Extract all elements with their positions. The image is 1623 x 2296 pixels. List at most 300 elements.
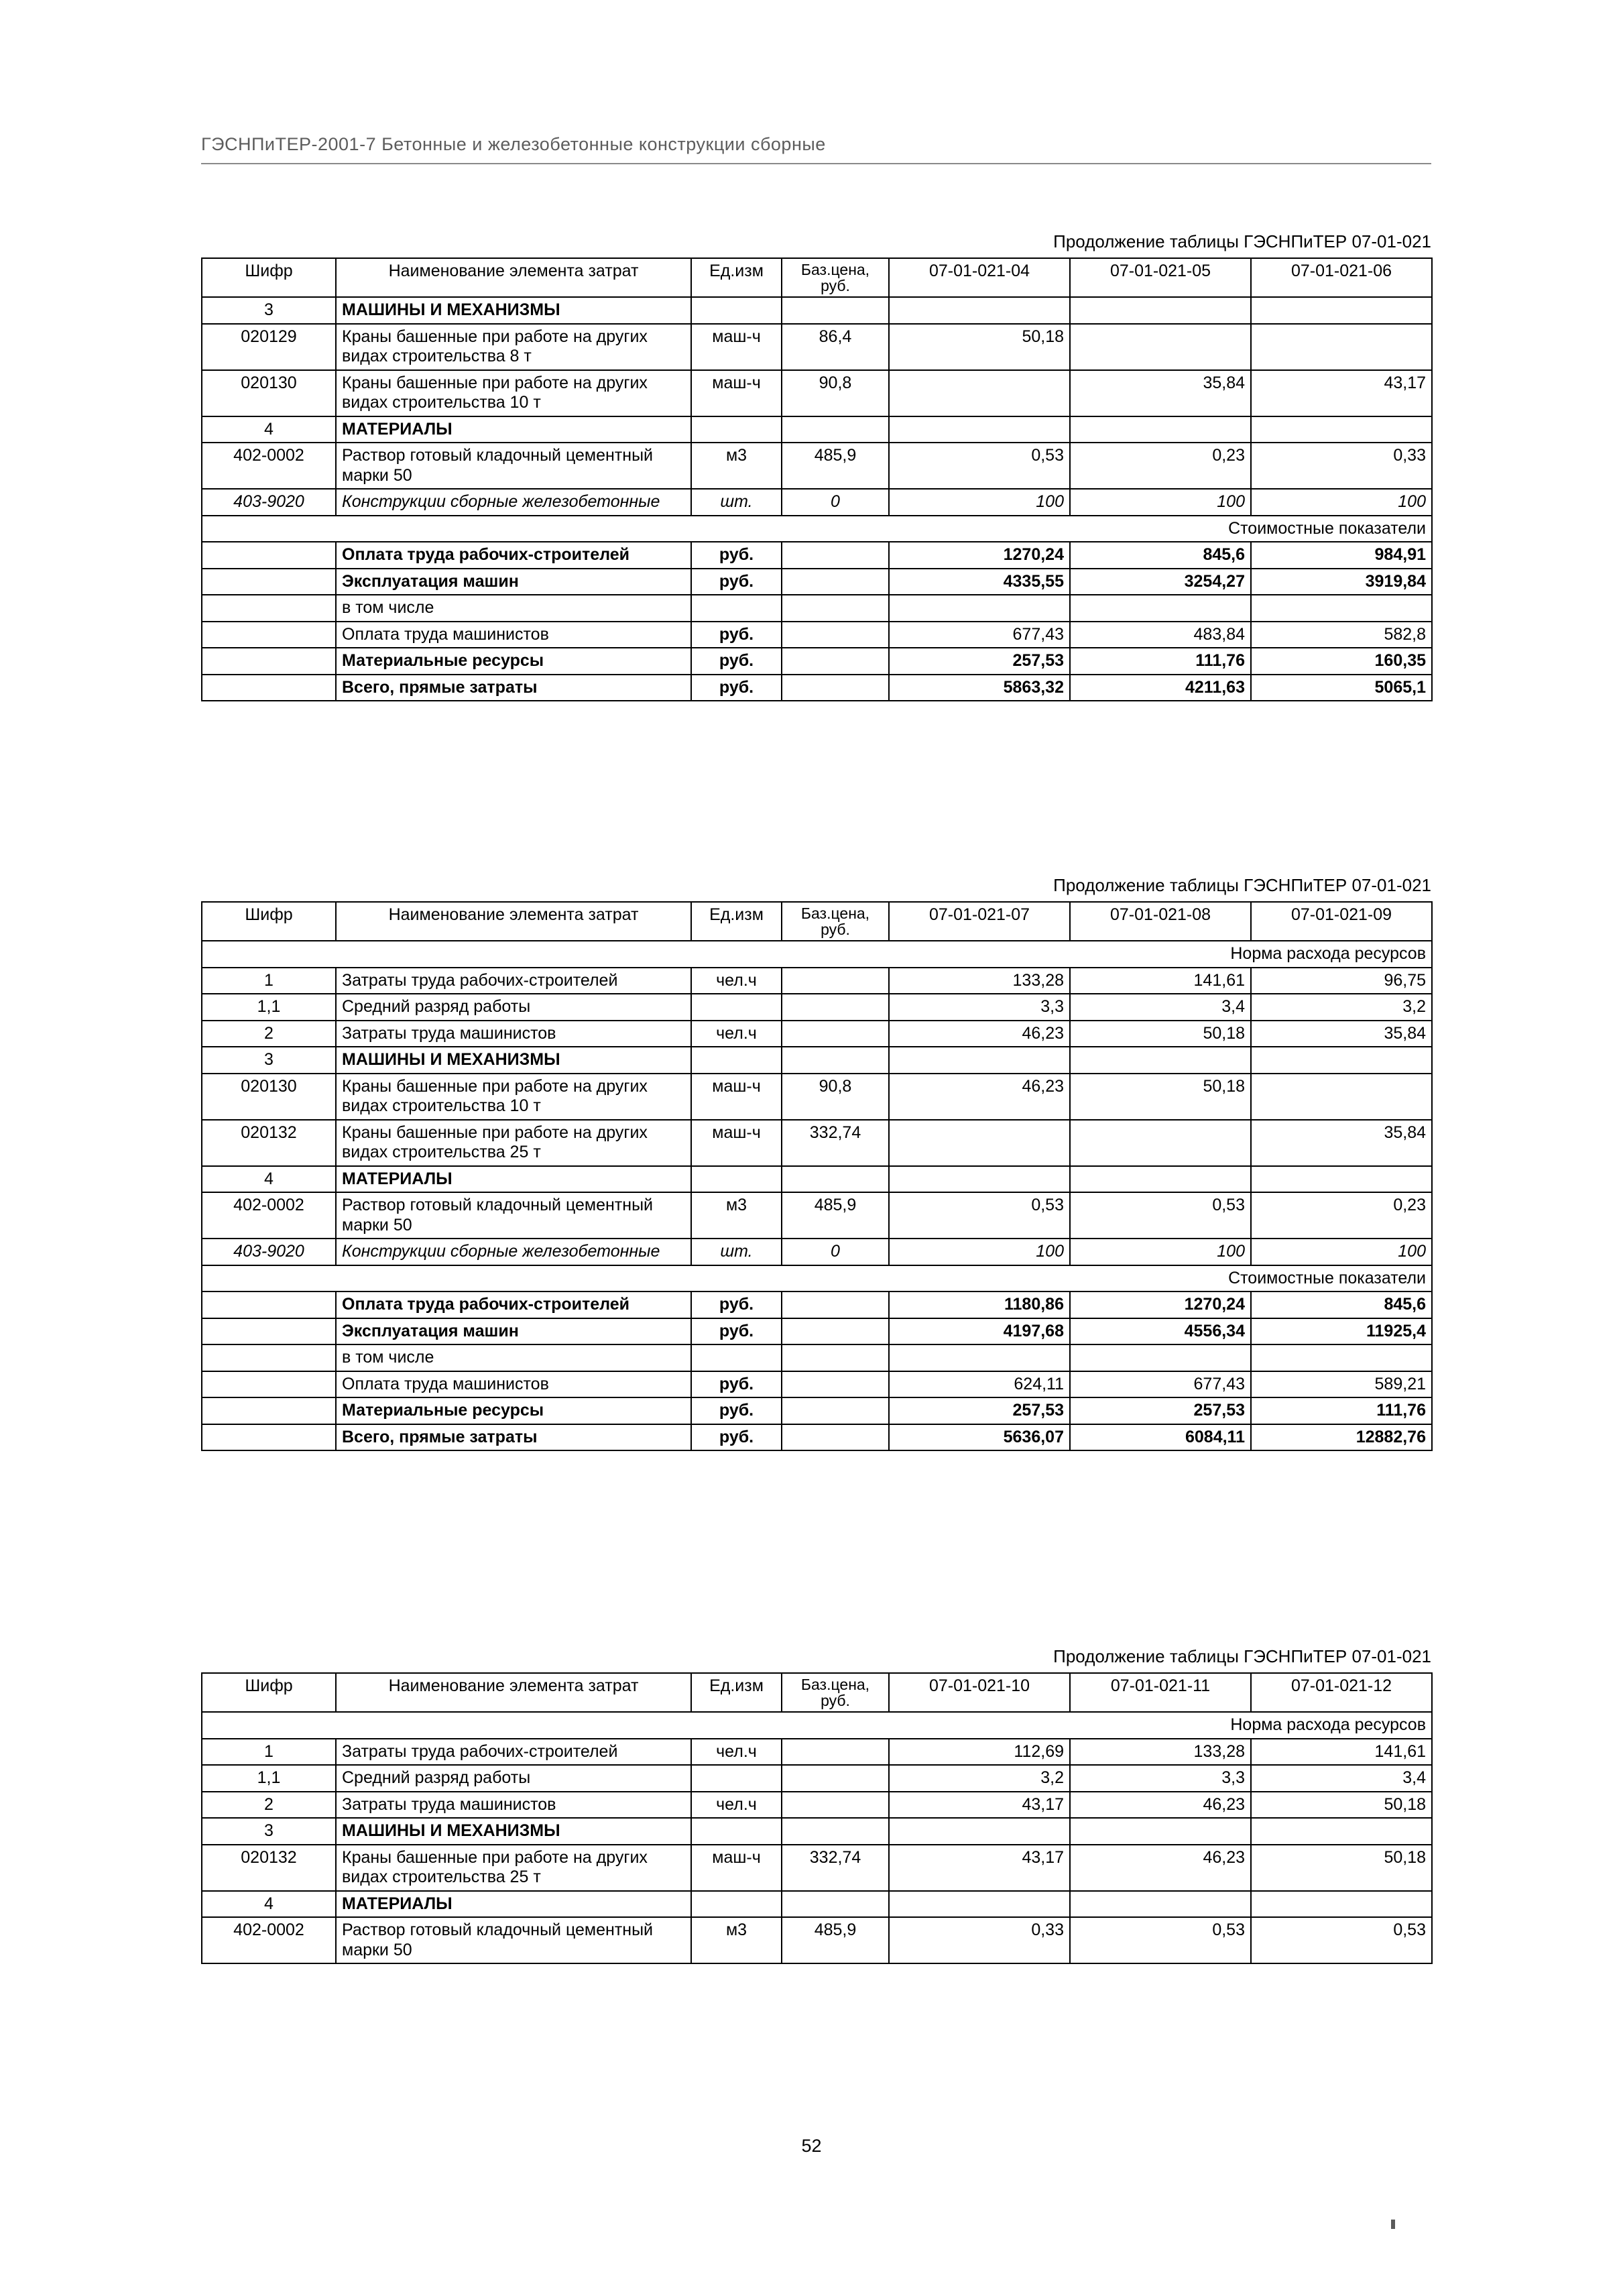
table-block-2 — [201, 875, 1431, 1451]
cell-value-2 — [1070, 324, 1251, 370]
cell-value-1: 1270,24 — [889, 542, 1070, 569]
cell-shifr: 2 — [202, 1792, 336, 1819]
cell-shifr — [202, 1371, 336, 1398]
cell-value-2: 100 — [1070, 489, 1251, 516]
cell-shifr: 020129 — [202, 324, 336, 370]
cell-unit: маш-ч — [691, 1845, 782, 1891]
section-band-stoimostnye — [202, 1265, 1432, 1292]
table-row — [202, 569, 1432, 595]
cell-value-1: 43,17 — [889, 1792, 1070, 1819]
cell-price: 0 — [782, 489, 889, 516]
cell-name: МАТЕРИАЛЫ — [336, 1166, 691, 1193]
table-row — [202, 1371, 1432, 1398]
cell-shifr: 1,1 — [202, 994, 336, 1021]
cell-value-1: 112,69 — [889, 1739, 1070, 1766]
cell-value-3: 96,75 — [1251, 968, 1432, 994]
cell-value-2 — [1070, 1344, 1251, 1371]
cell-name: Оплата труда машинистов — [336, 622, 691, 648]
cell-price: 86,4 — [782, 324, 889, 370]
table-row — [202, 297, 1432, 324]
col-header-unit: Ед.изм — [691, 1673, 782, 1712]
cell-value-2: 4211,63 — [1070, 675, 1251, 701]
col-header-code-2: 07-01-021-05 — [1070, 258, 1251, 297]
cell-shifr: 020130 — [202, 1074, 336, 1120]
cell-price: 332,74 — [782, 1120, 889, 1166]
cell-value-1: 677,43 — [889, 622, 1070, 648]
cell-value-2: 1270,24 — [1070, 1292, 1251, 1318]
cell-value-2 — [1070, 1120, 1251, 1166]
continuation-label-3: Продолжение таблицы ГЭСНПиТЕР 07-01-021 — [1053, 1646, 1431, 1666]
cell-value-3: 100 — [1251, 489, 1432, 516]
cell-shifr: 3 — [202, 297, 336, 324]
table-row — [202, 1292, 1432, 1318]
cell-value-3: 50,18 — [1251, 1845, 1432, 1891]
cell-value-2: 0,53 — [1070, 1192, 1251, 1239]
cell-value-1: 257,53 — [889, 648, 1070, 675]
col-header-shifr: Шифр — [202, 1673, 336, 1712]
cell-unit: чел.ч — [691, 1021, 782, 1047]
cell-value-1: 43,17 — [889, 1845, 1070, 1891]
cell-value-2 — [1070, 1047, 1251, 1074]
cell-value-2: 845,6 — [1070, 542, 1251, 569]
cell-value-3: 43,17 — [1251, 370, 1432, 416]
cell-name: МАШИНЫ И МЕХАНИЗМЫ — [336, 297, 691, 324]
scan-artifact — [1391, 2220, 1395, 2229]
page-header: ГЭСНПиТЕР-2001-7 Бетонные и железобетонные конструкции сборные — [201, 134, 826, 154]
table-row — [202, 1239, 1432, 1265]
cell-value-2: 46,23 — [1070, 1845, 1251, 1891]
cell-value-3: 12882,76 — [1251, 1424, 1432, 1451]
table-row — [202, 1739, 1432, 1766]
cell-value-3 — [1251, 1818, 1432, 1845]
cell-name: Всего, прямые затраты — [336, 1424, 691, 1451]
cell-unit — [691, 416, 782, 443]
cell-price: 332,74 — [782, 1845, 889, 1891]
table-row — [202, 324, 1432, 370]
table-row — [202, 595, 1432, 622]
cell-price — [782, 569, 889, 595]
cell-value-1 — [889, 1047, 1070, 1074]
cell-price — [782, 1166, 889, 1193]
cell-value-3 — [1251, 1047, 1432, 1074]
cell-price — [782, 1792, 889, 1819]
cell-value-1: 0,53 — [889, 1192, 1070, 1239]
cell-shifr: 4 — [202, 1891, 336, 1918]
col-header-shifr: Шифр — [202, 258, 336, 297]
cell-shifr — [202, 622, 336, 648]
table-row — [202, 1792, 1432, 1819]
cell-name: Краны башенные при работе на других видах строительства 10 т — [336, 370, 691, 416]
resource-table-1 — [201, 257, 1433, 701]
cell-value-2: 50,18 — [1070, 1074, 1251, 1120]
cell-name: Краны башенные при работе на других видах строительства 25 т — [336, 1120, 691, 1166]
cell-value-1: 257,53 — [889, 1397, 1070, 1424]
col-header-name: Наименование элемента затрат — [336, 902, 691, 941]
cell-value-2 — [1070, 595, 1251, 622]
col-header-price-line1: Баз.цена, — [800, 261, 870, 278]
cell-shifr: 1 — [202, 968, 336, 994]
cell-name: Эксплуатация машин — [336, 1318, 691, 1345]
cell-value-2: 4556,34 — [1070, 1318, 1251, 1345]
cell-value-3 — [1251, 324, 1432, 370]
section-band-norma — [202, 941, 1432, 968]
cell-name: Затраты труда рабочих-строителей — [336, 1739, 691, 1766]
cell-name: Материальные ресурсы — [336, 648, 691, 675]
table-block-1 — [201, 231, 1431, 701]
cell-value-3: 3,4 — [1251, 1765, 1432, 1792]
cell-value-2: 3,3 — [1070, 1765, 1251, 1792]
cell-value-1: 3,3 — [889, 994, 1070, 1021]
cell-name: Затраты труда машинистов — [336, 1792, 691, 1819]
cell-unit: руб. — [691, 542, 782, 569]
cell-value-2: 677,43 — [1070, 1371, 1251, 1398]
col-header-name: Наименование элемента затрат — [336, 258, 691, 297]
cell-value-1: 133,28 — [889, 968, 1070, 994]
cell-unit: руб. — [691, 622, 782, 648]
cell-value-3: 0,33 — [1251, 443, 1432, 489]
table-row — [202, 1424, 1432, 1451]
table-row — [202, 1074, 1432, 1120]
col-header-price — [782, 258, 889, 297]
cell-unit — [691, 1344, 782, 1371]
cell-value-2: 3254,27 — [1070, 569, 1251, 595]
cell-shifr: 2 — [202, 1021, 336, 1047]
table-row — [202, 622, 1432, 648]
cell-shifr — [202, 595, 336, 622]
cell-unit: руб. — [691, 675, 782, 701]
cell-shifr: 402-0002 — [202, 443, 336, 489]
cell-unit — [691, 1765, 782, 1792]
cell-value-1: 46,23 — [889, 1021, 1070, 1047]
cell-shifr: 3 — [202, 1047, 336, 1074]
cell-value-3: 845,6 — [1251, 1292, 1432, 1318]
cell-value-2: 141,61 — [1070, 968, 1251, 994]
table-row — [202, 648, 1432, 675]
col-header-code-1: 07-01-021-04 — [889, 258, 1070, 297]
cell-value-2 — [1070, 1818, 1251, 1845]
cell-shifr — [202, 1318, 336, 1345]
cell-value-3: 5065,1 — [1251, 675, 1432, 701]
cell-value-1 — [889, 1818, 1070, 1845]
cell-value-1: 0,53 — [889, 443, 1070, 489]
cell-price — [782, 1021, 889, 1047]
cell-value-1: 624,11 — [889, 1371, 1070, 1398]
cell-value-1 — [889, 1891, 1070, 1918]
cell-shifr: 4 — [202, 1166, 336, 1193]
cell-value-1 — [889, 595, 1070, 622]
table-row — [202, 542, 1432, 569]
cell-unit: маш-ч — [691, 1120, 782, 1166]
cell-value-1: 5863,32 — [889, 675, 1070, 701]
col-header-code-3: 07-01-021-06 — [1251, 258, 1432, 297]
cell-price — [782, 542, 889, 569]
cell-value-3: 50,18 — [1251, 1792, 1432, 1819]
table-header-row — [202, 1673, 1432, 1712]
cell-price — [782, 1424, 889, 1451]
cell-value-1: 0,33 — [889, 1917, 1070, 1963]
cell-value-3: 141,61 — [1251, 1739, 1432, 1766]
cell-unit: руб. — [691, 1318, 782, 1345]
cell-shifr: 020130 — [202, 370, 336, 416]
cell-value-3: 984,91 — [1251, 542, 1432, 569]
cell-value-2: 0,23 — [1070, 443, 1251, 489]
cell-value-3 — [1251, 1074, 1432, 1120]
table-row — [202, 1818, 1432, 1845]
cell-value-1: 1180,86 — [889, 1292, 1070, 1318]
cell-price — [782, 1318, 889, 1345]
cell-value-3: 35,84 — [1251, 1120, 1432, 1166]
cell-value-3: 3919,84 — [1251, 569, 1432, 595]
cell-value-2 — [1070, 297, 1251, 324]
cell-unit: м3 — [691, 443, 782, 489]
cell-value-1 — [889, 1166, 1070, 1193]
cell-value-1 — [889, 416, 1070, 443]
table-row — [202, 489, 1432, 516]
col-header-price-line2: руб. — [821, 277, 850, 295]
section-band-stoimostnye — [202, 516, 1432, 542]
cell-value-1: 4335,55 — [889, 569, 1070, 595]
cell-value-3: 11925,4 — [1251, 1318, 1432, 1345]
cell-value-1: 100 — [889, 489, 1070, 516]
cell-price — [782, 297, 889, 324]
cell-shifr: 3 — [202, 1818, 336, 1845]
cell-shifr: 402-0002 — [202, 1917, 336, 1963]
cell-value-3 — [1251, 1344, 1432, 1371]
table-row — [202, 370, 1432, 416]
cell-unit: м3 — [691, 1192, 782, 1239]
table-header-row — [202, 258, 1432, 297]
cell-shifr — [202, 1292, 336, 1318]
cell-unit — [691, 1166, 782, 1193]
cell-price — [782, 1818, 889, 1845]
cell-price — [782, 1047, 889, 1074]
cell-value-2: 483,84 — [1070, 622, 1251, 648]
cell-value-2: 0,53 — [1070, 1917, 1251, 1963]
cell-value-3 — [1251, 297, 1432, 324]
table-row — [202, 1765, 1432, 1792]
cell-name: Краны башенные при работе на других видах строительства 10 т — [336, 1074, 691, 1120]
cell-price: 485,9 — [782, 443, 889, 489]
cell-name: в том числе — [336, 1344, 691, 1371]
cell-name: Конструкции сборные железобетонные — [336, 1239, 691, 1265]
cell-value-3: 111,76 — [1251, 1397, 1432, 1424]
cell-shifr — [202, 648, 336, 675]
col-header-code-2: 07-01-021-11 — [1070, 1673, 1251, 1712]
cell-value-2: 3,4 — [1070, 994, 1251, 1021]
table-block-3 — [201, 1646, 1431, 1964]
section-label: Стоимостные показатели — [202, 516, 1432, 542]
cell-value-3 — [1251, 1166, 1432, 1193]
col-header-code-1: 07-01-021-10 — [889, 1673, 1070, 1712]
cell-price — [782, 968, 889, 994]
cell-name: Всего, прямые затраты — [336, 675, 691, 701]
cell-name: Раствор готовый кладочный цементный марки 50 — [336, 1192, 691, 1239]
cell-value-1: 3,2 — [889, 1765, 1070, 1792]
cell-name: Оплата труда рабочих-строителей — [336, 542, 691, 569]
cell-unit — [691, 994, 782, 1021]
continuation-label-1: Продолжение таблицы ГЭСНПиТЕР 07-01-021 — [1053, 231, 1431, 251]
cell-unit — [691, 1818, 782, 1845]
cell-name: Материальные ресурсы — [336, 1397, 691, 1424]
cell-price — [782, 595, 889, 622]
col-header-price-line2: руб. — [821, 1692, 850, 1710]
cell-unit: руб. — [691, 1292, 782, 1318]
col-header-unit: Ед.изм — [691, 258, 782, 297]
page-number: 52 — [801, 2136, 822, 2156]
cell-unit: м3 — [691, 1917, 782, 1963]
table-row — [202, 1318, 1432, 1345]
cell-value-1: 50,18 — [889, 324, 1070, 370]
cell-value-3: 0,53 — [1251, 1917, 1432, 1963]
cell-name: в том числе — [336, 595, 691, 622]
table-row — [202, 1166, 1432, 1193]
col-header-name: Наименование элемента затрат — [336, 1673, 691, 1712]
table-row — [202, 1344, 1432, 1371]
cell-price: 90,8 — [782, 1074, 889, 1120]
col-header-code-1: 07-01-021-07 — [889, 902, 1070, 941]
cell-shifr: 020132 — [202, 1120, 336, 1166]
cell-value-2: 6084,11 — [1070, 1424, 1251, 1451]
cell-price — [782, 622, 889, 648]
cell-value-2: 35,84 — [1070, 370, 1251, 416]
table-row — [202, 416, 1432, 443]
cell-unit — [691, 1047, 782, 1074]
cell-unit — [691, 1891, 782, 1918]
cell-value-3 — [1251, 416, 1432, 443]
cell-value-3: 160,35 — [1251, 648, 1432, 675]
cell-name: МАШИНЫ И МЕХАНИЗМЫ — [336, 1047, 691, 1074]
cell-unit: руб. — [691, 1424, 782, 1451]
section-label: Норма расхода ресурсов — [202, 1712, 1432, 1739]
table-row — [202, 1891, 1432, 1918]
cell-name: Краны башенные при работе на других видах строительства 25 т — [336, 1845, 691, 1891]
cell-value-1 — [889, 1120, 1070, 1166]
cell-price — [782, 1344, 889, 1371]
cell-value-2: 133,28 — [1070, 1739, 1251, 1766]
cell-unit: шт. — [691, 489, 782, 516]
cell-name: Раствор готовый кладочный цементный марки 50 — [336, 1917, 691, 1963]
cell-value-3: 582,8 — [1251, 622, 1432, 648]
cell-price — [782, 416, 889, 443]
cell-value-1 — [889, 297, 1070, 324]
cell-value-2 — [1070, 1891, 1251, 1918]
cell-price — [782, 675, 889, 701]
table-row — [202, 1845, 1432, 1891]
col-header-code-2: 07-01-021-08 — [1070, 902, 1251, 941]
cell-name: Эксплуатация машин — [336, 569, 691, 595]
cell-shifr — [202, 675, 336, 701]
cell-shifr: 403-9020 — [202, 1239, 336, 1265]
col-header-code-3: 07-01-021-12 — [1251, 1673, 1432, 1712]
table-row — [202, 1047, 1432, 1074]
cell-unit: руб. — [691, 1397, 782, 1424]
cell-value-2: 46,23 — [1070, 1792, 1251, 1819]
cell-value-3: 100 — [1251, 1239, 1432, 1265]
cell-price — [782, 648, 889, 675]
cell-name: МАТЕРИАЛЫ — [336, 1891, 691, 1918]
col-header-price-line1: Баз.цена, — [800, 1676, 870, 1693]
cell-shifr — [202, 569, 336, 595]
cell-unit: руб. — [691, 569, 782, 595]
cell-value-1 — [889, 1344, 1070, 1371]
cell-value-2: 50,18 — [1070, 1021, 1251, 1047]
cell-name: Оплата труда рабочих-строителей — [336, 1292, 691, 1318]
cell-value-1: 5636,07 — [889, 1424, 1070, 1451]
cell-price — [782, 1765, 889, 1792]
cell-shifr: 403-9020 — [202, 489, 336, 516]
cell-value-3: 0,23 — [1251, 1192, 1432, 1239]
cell-price — [782, 1739, 889, 1766]
cell-shifr — [202, 1344, 336, 1371]
cell-price — [782, 994, 889, 1021]
cell-value-3 — [1251, 595, 1432, 622]
cell-unit — [691, 595, 782, 622]
cell-price — [782, 1397, 889, 1424]
cell-shifr — [202, 1424, 336, 1451]
cell-price: 485,9 — [782, 1192, 889, 1239]
col-header-price-line1: Баз.цена, — [800, 905, 870, 922]
table-header-row — [202, 902, 1432, 941]
section-band-norma — [202, 1712, 1432, 1739]
cell-value-3: 35,84 — [1251, 1021, 1432, 1047]
cell-unit — [691, 297, 782, 324]
cell-value-2 — [1070, 1166, 1251, 1193]
cell-price — [782, 1891, 889, 1918]
cell-name: МАШИНЫ И МЕХАНИЗМЫ — [336, 1818, 691, 1845]
table-row — [202, 1021, 1432, 1047]
section-label: Норма расхода ресурсов — [202, 941, 1432, 968]
cell-shifr: 4 — [202, 416, 336, 443]
table-row — [202, 994, 1432, 1021]
table-row — [202, 1192, 1432, 1239]
section-label: Стоимостные показатели — [202, 1265, 1432, 1292]
cell-unit: чел.ч — [691, 1739, 782, 1766]
col-header-shifr: Шифр — [202, 902, 336, 941]
cell-value-1: 46,23 — [889, 1074, 1070, 1120]
cell-value-3 — [1251, 1891, 1432, 1918]
resource-table-3 — [201, 1672, 1433, 1964]
cell-value-1: 4197,68 — [889, 1318, 1070, 1345]
continuation-label-2: Продолжение таблицы ГЭСНПиТЕР 07-01-021 — [1053, 875, 1431, 895]
cell-name: Затраты труда рабочих-строителей — [336, 968, 691, 994]
col-header-code-3: 07-01-021-09 — [1251, 902, 1432, 941]
cell-shifr — [202, 1397, 336, 1424]
table-row — [202, 1917, 1432, 1963]
table-row — [202, 1397, 1432, 1424]
cell-value-3: 3,2 — [1251, 994, 1432, 1021]
cell-price: 90,8 — [782, 370, 889, 416]
cell-name: Затраты труда машинистов — [336, 1021, 691, 1047]
cell-value-2: 257,53 — [1070, 1397, 1251, 1424]
cell-name: Конструкции сборные железобетонные — [336, 489, 691, 516]
cell-unit: маш-ч — [691, 324, 782, 370]
cell-unit: руб. — [691, 648, 782, 675]
col-header-unit: Ед.изм — [691, 902, 782, 941]
cell-unit: маш-ч — [691, 1074, 782, 1120]
col-header-price-line2: руб. — [821, 921, 850, 939]
cell-price: 485,9 — [782, 1917, 889, 1963]
table-row — [202, 968, 1432, 994]
cell-value-2: 111,76 — [1070, 648, 1251, 675]
cell-shifr: 402-0002 — [202, 1192, 336, 1239]
header-divider — [201, 163, 1431, 164]
cell-price — [782, 1292, 889, 1318]
cell-value-1 — [889, 370, 1070, 416]
cell-name: Раствор готовый кладочный цементный марки 50 — [336, 443, 691, 489]
resource-table-2 — [201, 901, 1433, 1451]
cell-name: Средний разряд работы — [336, 1765, 691, 1792]
table-row — [202, 443, 1432, 489]
